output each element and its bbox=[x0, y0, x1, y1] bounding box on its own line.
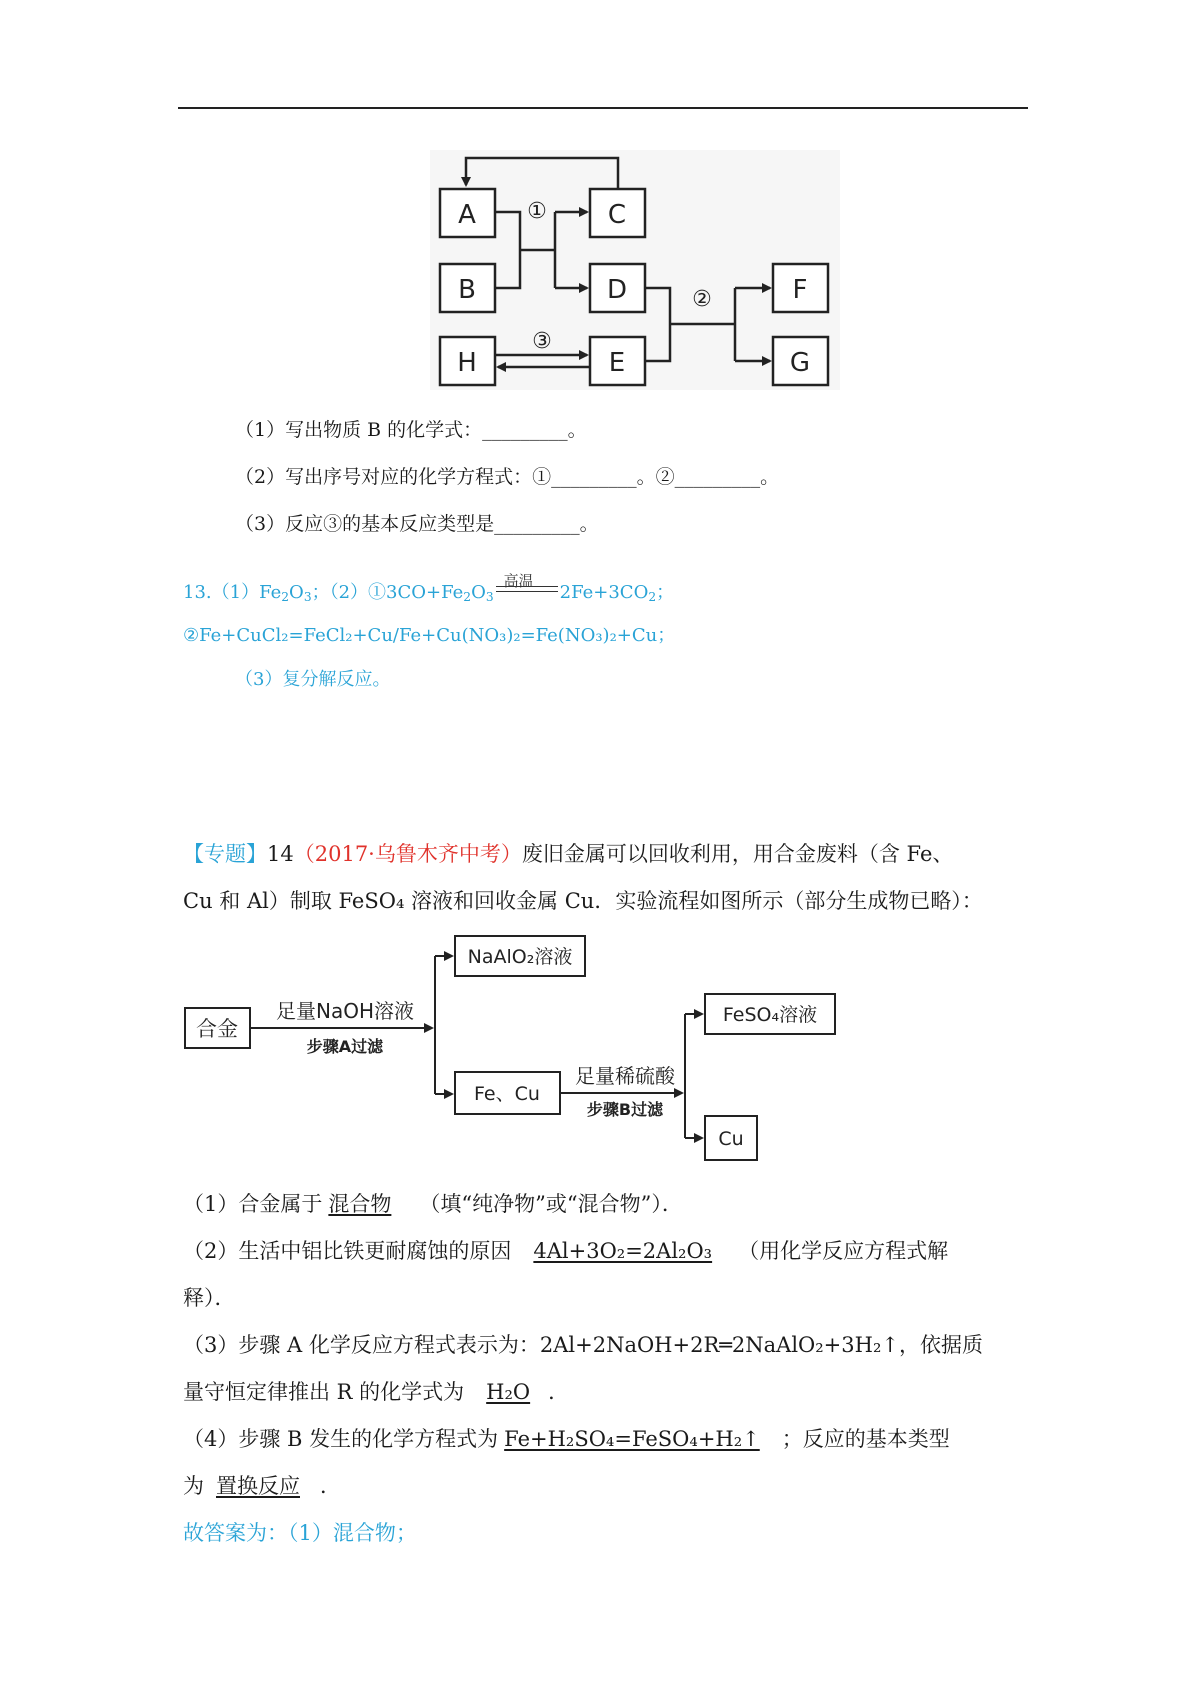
q14-part1: （1）合金属于 混合物 （填“纯净物”或“混合物”）． bbox=[183, 1188, 683, 1218]
q14-part4-cont: 为 置换反应 ． bbox=[183, 1470, 341, 1500]
label-b: B bbox=[458, 275, 476, 305]
reagent-b-label: 足量稀硫酸 bbox=[575, 1064, 675, 1088]
label-f: F bbox=[792, 275, 808, 305]
label-c: C bbox=[607, 200, 627, 230]
source-tag: （2017·乌鲁木齐中考） bbox=[293, 842, 522, 866]
answer-al-oxidation: 4Al+3O₂=2Al₂O₃ bbox=[533, 1239, 713, 1263]
q13-line3: （3）反应③的基本反应类型是_________。 bbox=[235, 513, 599, 535]
substance-relation-diagram bbox=[430, 150, 840, 390]
q13-line1: （1）写出物质 B 的化学式：_________。 bbox=[235, 419, 587, 441]
answer-mixture: 混合物 bbox=[328, 1192, 392, 1216]
ans13-line3: （3）复分解反应。 bbox=[235, 669, 391, 690]
q14-part2-cont: 释）． bbox=[183, 1286, 236, 1310]
naalo2-label: NaAlO₂溶液 bbox=[467, 946, 573, 968]
answer-r-formula: H₂O bbox=[486, 1380, 531, 1404]
label-e: E bbox=[608, 348, 626, 378]
step-a-label: 步骤A过滤 bbox=[306, 1037, 384, 1056]
q14-intro-line1: 【专题】14（2017·乌鲁木齐中考）废旧金属可以回收利用，用合金废料（含 Fe、 bbox=[183, 842, 954, 866]
topic-tag: 【专题】 bbox=[183, 842, 267, 866]
label-h: H bbox=[457, 348, 477, 378]
header-rule bbox=[178, 107, 1028, 109]
marker-1: ① bbox=[527, 199, 547, 224]
q14-part3-line2: 量守恒定律推出 R 的化学式为 H₂O ． bbox=[183, 1380, 570, 1404]
answer-step-b-equation: Fe+H₂SO₄=FeSO₄+H₂↑ bbox=[504, 1427, 760, 1451]
ans13-line2: ②Fe+CuCl₂=FeCl₂+Cu/Fe+Cu(NO₃)₂=Fe(NO₃)₂+Cu； bbox=[183, 625, 676, 646]
alloy-label: 合金 bbox=[196, 1017, 238, 1041]
q14-part3-line1: （3）步骤 A 化学反应方程式表示为：2Al+2NaOH+2R═2NaAlO₂+3H₂↑，依据质 bbox=[183, 1333, 983, 1357]
cu-label: Cu bbox=[718, 1128, 744, 1150]
step-b-label: 步骤B过滤 bbox=[586, 1100, 664, 1119]
q14-answer-line: 故答案为：（1）混合物； bbox=[183, 1521, 417, 1545]
answer-reaction-type: 置换反应 bbox=[216, 1474, 300, 1498]
q14-part2: （2）生活中铝比铁更耐腐蚀的原因 4Al+3O₂=2Al₂O₃ （用化学反应方程式解 bbox=[183, 1239, 949, 1263]
marker-2: ② bbox=[692, 287, 712, 312]
recycling-flowchart bbox=[180, 928, 840, 1170]
label-a: A bbox=[458, 200, 476, 230]
label-g: G bbox=[789, 348, 811, 378]
q14-intro-line2: Cu 和 Al）制取 FeSO₄ 溶液和回收金属 Cu．实验流程如图所示（部分生成物已略）： bbox=[183, 889, 983, 913]
q14-part4: （4）步骤 B 发生的化学方程式为 Fe+H₂SO₄=FeSO₄+H₂↑ ；反应的基本类型 bbox=[183, 1427, 950, 1451]
q13-line2: （2）写出序号对应的化学方程式：①_________。②_________。 bbox=[235, 466, 780, 488]
ans13-line1: $13.(1)Fe_2O_3$；$(2)①3CO+Fe_2O_3$ 高温 $2Fe+3CO_2$； bbox=[183, 572, 675, 605]
reagent-a-label: 足量NaOH溶液 bbox=[276, 999, 414, 1023]
label-d: D bbox=[606, 275, 628, 305]
marker-3: ③ bbox=[532, 329, 552, 354]
feso4-label: FeSO₄溶液 bbox=[722, 1004, 818, 1026]
fecu-label: Fe、Cu bbox=[474, 1083, 540, 1105]
